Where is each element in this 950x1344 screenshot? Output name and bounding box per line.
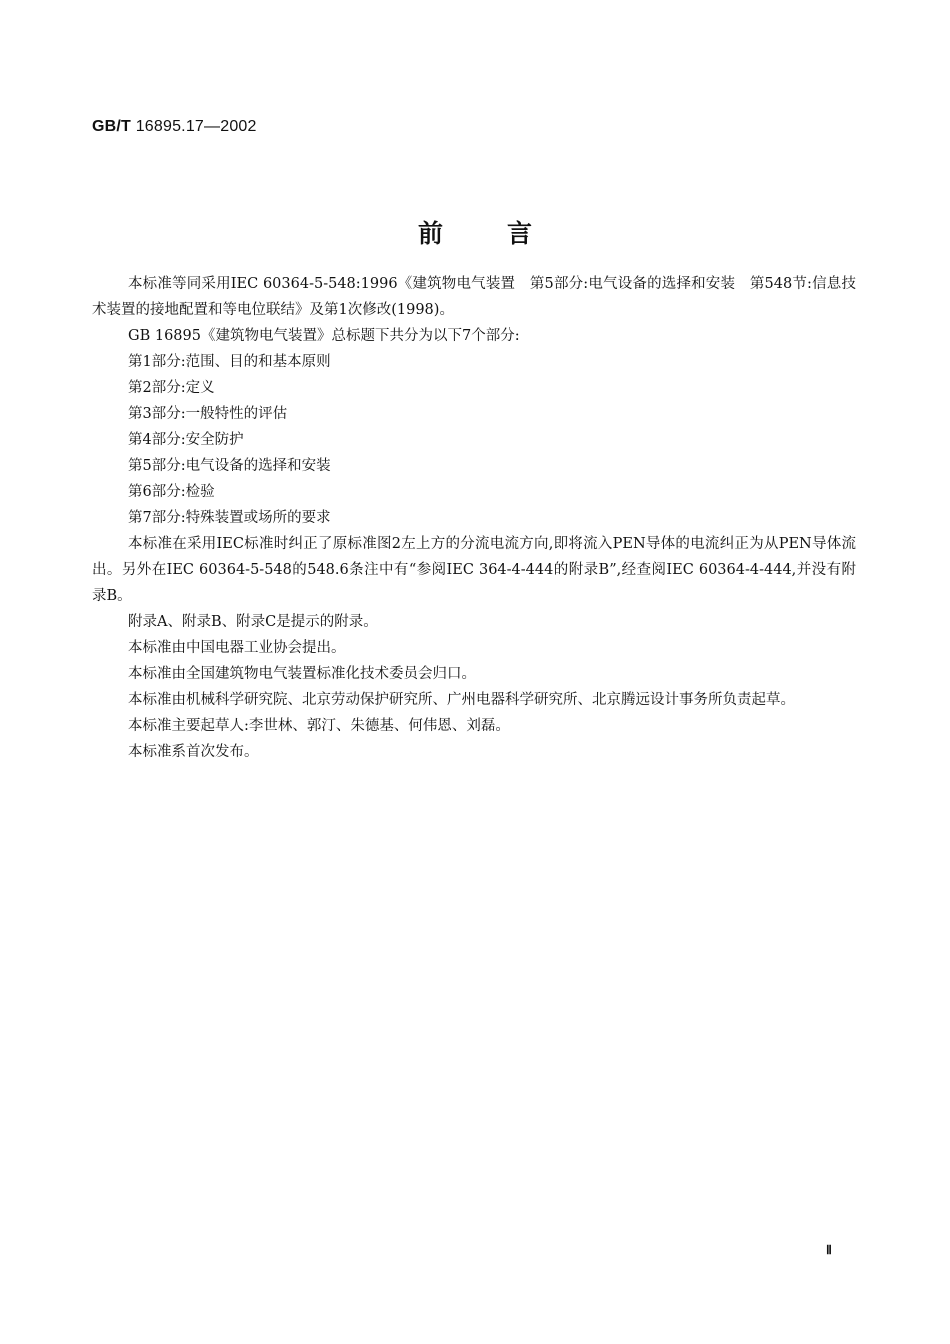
paragraph-proposed-by: 本标准由中国电器工业协会提出。: [128, 640, 346, 656]
paragraph-adoption: 本标准等同采用IEC 60364-5-548:1996《建筑物电气装置 第5部分:电气设备的选择和安装 第548节:信息技术装置的接地配置和等电位联结》及第1次修改(1998)。: [92, 276, 856, 318]
list-item-part-5: 第5部分:电气设备的选择和安装: [128, 458, 331, 474]
page-title: 前言: [417, 219, 596, 248]
paragraph-first-release: 本标准系首次发布。: [128, 744, 259, 760]
standard-code: [92, 118, 257, 136]
paragraph-annexes: 附录A、附录B、附录C是提示的附录。: [128, 614, 378, 630]
list-item-part-4: 第4部分:安全防护: [128, 432, 244, 448]
list-item-part-2: 第2部分:定义: [128, 380, 215, 396]
list-item-part-6: 第6部分:检验: [128, 484, 215, 500]
paragraph-centralized-by: 本标准由全国建筑物电气装置标准化技术委员会归口。: [128, 666, 476, 682]
paragraph-parts-intro: GB 16895《建筑物电气装置》总标题下共分为以下7个部分:: [128, 328, 520, 344]
page-number: Ⅱ: [826, 1243, 832, 1257]
list-item-part-7: 第7部分:特殊装置或场所的要求: [128, 510, 331, 526]
standard-prefix: GB/T: [92, 118, 132, 135]
foreword-body: [92, 271, 856, 765]
paragraph-drafted-by: 本标准由机械科学研究院、北京劳动保护研究所、广州电器科学研究所、北京腾远设计事务所负责起草。: [128, 692, 795, 708]
standard-number: 16895.17—2002: [135, 118, 257, 135]
paragraph-correction: 本标准在采用IEC标准时纠正了原标准图2左上方的分流电流方向,即将流入PEN导体的电流纠正为从PEN导体流出。另外在IEC 60364-5-548的548.6条注中有“参阅IEC 364-4-444的附录B”,经查阅IEC 60364-4-444,并没有附录B。: [92, 536, 856, 604]
list-item-part-3: 第3部分:一般特性的评估: [128, 406, 288, 422]
list-item-part-1: 第1部分:范围、目的和基本原则: [128, 354, 331, 370]
paragraph-drafters: 本标准主要起草人:李世林、郭汀、朱德基、何伟恩、刘磊。: [128, 718, 510, 734]
